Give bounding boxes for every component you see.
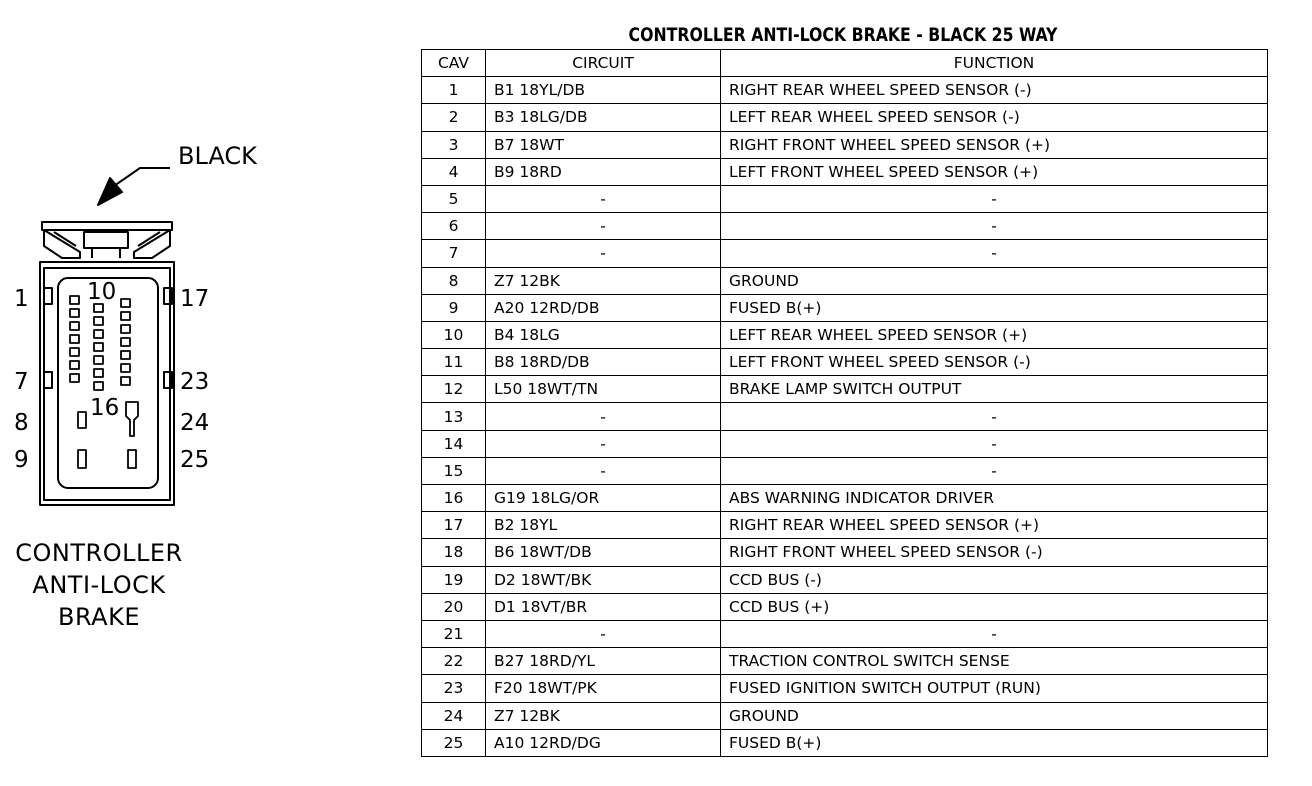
caption-line: CONTROLLER (15, 539, 183, 567)
circuit-cell: D2 18WT/BK (486, 566, 721, 593)
pin-label-23: 23 (180, 369, 210, 395)
table-header-row (422, 50, 1268, 77)
table-row (422, 430, 1268, 457)
circuit-cell: F20 18WT/PK (486, 675, 721, 702)
function-cell: FUSED B(+) (721, 294, 1268, 321)
pin-label-16: 16 (90, 395, 120, 421)
connector-caption (0, 537, 198, 633)
pointer-arrow-icon (98, 168, 170, 205)
column-header-function: FUNCTION (721, 50, 1268, 77)
cav-cell: 24 (422, 702, 486, 729)
function-cell: LEFT FRONT WHEEL SPEED SENSOR (-) (721, 349, 1268, 376)
cav-cell: 4 (422, 158, 486, 185)
cav-cell: 13 (422, 403, 486, 430)
table-row (422, 648, 1268, 675)
connector-color-label: BLACK (178, 142, 257, 170)
table-row (422, 512, 1268, 539)
pin-label-25: 25 (180, 447, 210, 473)
function-cell: - (721, 213, 1268, 240)
circuit-cell: G19 18LG/OR (486, 485, 721, 512)
circuit-cell: B1 18YL/DB (486, 77, 721, 104)
cav-cell: 6 (422, 213, 486, 240)
table-row (422, 240, 1268, 267)
function-cell: FUSED IGNITION SWITCH OUTPUT (RUN) (721, 675, 1268, 702)
table-row (422, 403, 1268, 430)
pin-label-9: 9 (14, 447, 29, 473)
circuit-cell: B3 18LG/DB (486, 104, 721, 131)
table-row (422, 267, 1268, 294)
pin-label-8: 8 (14, 410, 29, 436)
circuit-cell: B8 18RD/DB (486, 349, 721, 376)
caption-line: ANTI-LOCK (32, 571, 166, 599)
circuit-cell: A10 12RD/DG (486, 729, 721, 756)
cav-cell: 21 (422, 620, 486, 647)
function-cell: - (721, 620, 1268, 647)
function-cell: LEFT FRONT WHEEL SPEED SENSOR (+) (721, 158, 1268, 185)
cavity-column-2 (94, 304, 103, 390)
table-row (422, 485, 1268, 512)
table-body (422, 77, 1268, 757)
pin-label-1: 1 (14, 286, 29, 312)
table-row (422, 294, 1268, 321)
pin-label-17: 17 (180, 286, 210, 312)
circuit-cell: - (486, 620, 721, 647)
table-title: CONTROLLER ANTI-LOCK BRAKE - BLACK 25 WAY (628, 24, 1058, 46)
circuit-cell: B27 18RD/YL (486, 648, 721, 675)
table-row (422, 457, 1268, 484)
function-cell: RIGHT REAR WHEEL SPEED SENSOR (+) (721, 512, 1268, 539)
pin-label-10: 10 (87, 279, 117, 305)
cav-cell: 8 (422, 267, 486, 294)
column-header-circuit: CIRCUIT (486, 50, 721, 77)
function-cell: ABS WARNING INDICATOR DRIVER (721, 485, 1268, 512)
function-cell: CCD BUS (+) (721, 593, 1268, 620)
circuit-cell: A20 12RD/DB (486, 294, 721, 321)
function-cell: - (721, 240, 1268, 267)
cav-cell: 10 (422, 321, 486, 348)
cav-cell: 17 (422, 512, 486, 539)
table-row (422, 593, 1268, 620)
table-row (422, 675, 1268, 702)
cav-cell: 16 (422, 485, 486, 512)
table-row (422, 77, 1268, 104)
cav-cell: 15 (422, 457, 486, 484)
cav-cell: 20 (422, 593, 486, 620)
pin-label-7: 7 (14, 369, 29, 395)
circuit-cell: B9 18RD (486, 158, 721, 185)
circuit-cell: B4 18LG (486, 321, 721, 348)
cav-cell: 5 (422, 185, 486, 212)
cav-cell: 2 (422, 104, 486, 131)
function-cell: BRAKE LAMP SWITCH OUTPUT (721, 376, 1268, 403)
cav-cell: 7 (422, 240, 486, 267)
circuit-cell: L50 18WT/TN (486, 376, 721, 403)
function-cell: RIGHT FRONT WHEEL SPEED SENSOR (+) (721, 131, 1268, 158)
function-cell: - (721, 430, 1268, 457)
table-row (422, 702, 1268, 729)
table-row (422, 566, 1268, 593)
cav-cell: 1 (422, 77, 486, 104)
cav-cell: 23 (422, 675, 486, 702)
table-row (422, 376, 1268, 403)
table-row (422, 104, 1268, 131)
function-cell: TRACTION CONTROL SWITCH SENSE (721, 648, 1268, 675)
column-header-cav: CAV (422, 50, 486, 77)
circuit-cell: - (486, 457, 721, 484)
function-cell: GROUND (721, 702, 1268, 729)
circuit-cell: Z7 12BK (486, 702, 721, 729)
table-row (422, 620, 1268, 647)
pin-label-24: 24 (180, 410, 210, 436)
circuit-cell: B7 18WT (486, 131, 721, 158)
function-cell: LEFT REAR WHEEL SPEED SENSOR (+) (721, 321, 1268, 348)
cav-cell: 19 (422, 566, 486, 593)
circuit-cell: - (486, 403, 721, 430)
connector-diagram (0, 0, 410, 786)
function-cell: FUSED B(+) (721, 729, 1268, 756)
cav-cell: 9 (422, 294, 486, 321)
connector-drawing (0, 0, 410, 520)
table-row (422, 213, 1268, 240)
circuit-cell: Z7 12BK (486, 267, 721, 294)
cav-cell: 22 (422, 648, 486, 675)
circuit-cell: D1 18VT/BR (486, 593, 721, 620)
pinout-table (421, 49, 1268, 757)
circuit-cell: - (486, 213, 721, 240)
function-cell: - (721, 457, 1268, 484)
circuit-cell: B6 18WT/DB (486, 539, 721, 566)
table-row (422, 321, 1268, 348)
cav-cell: 12 (422, 376, 486, 403)
table-row (422, 158, 1268, 185)
table-row (422, 185, 1268, 212)
cav-cell: 11 (422, 349, 486, 376)
connector-latch (42, 222, 172, 258)
circuit-cell: - (486, 240, 721, 267)
table-row (422, 349, 1268, 376)
function-cell: - (721, 185, 1268, 212)
function-cell: LEFT REAR WHEEL SPEED SENSOR (-) (721, 104, 1268, 131)
cavity-column-1 (70, 296, 79, 382)
circuit-cell: - (486, 185, 721, 212)
cav-cell: 14 (422, 430, 486, 457)
cav-cell: 18 (422, 539, 486, 566)
function-cell: - (721, 403, 1268, 430)
table-row (422, 539, 1268, 566)
caption-line: BRAKE (58, 603, 140, 631)
cavity-column-3 (121, 299, 130, 385)
cav-cell: 3 (422, 131, 486, 158)
circuit-cell: - (486, 430, 721, 457)
circuit-cell: B2 18YL (486, 512, 721, 539)
table-row (422, 131, 1268, 158)
function-cell: RIGHT REAR WHEEL SPEED SENSOR (-) (721, 77, 1268, 104)
function-cell: GROUND (721, 267, 1268, 294)
function-cell: CCD BUS (-) (721, 566, 1268, 593)
table-row (422, 729, 1268, 756)
function-cell: RIGHT FRONT WHEEL SPEED SENSOR (-) (721, 539, 1268, 566)
cav-cell: 25 (422, 729, 486, 756)
